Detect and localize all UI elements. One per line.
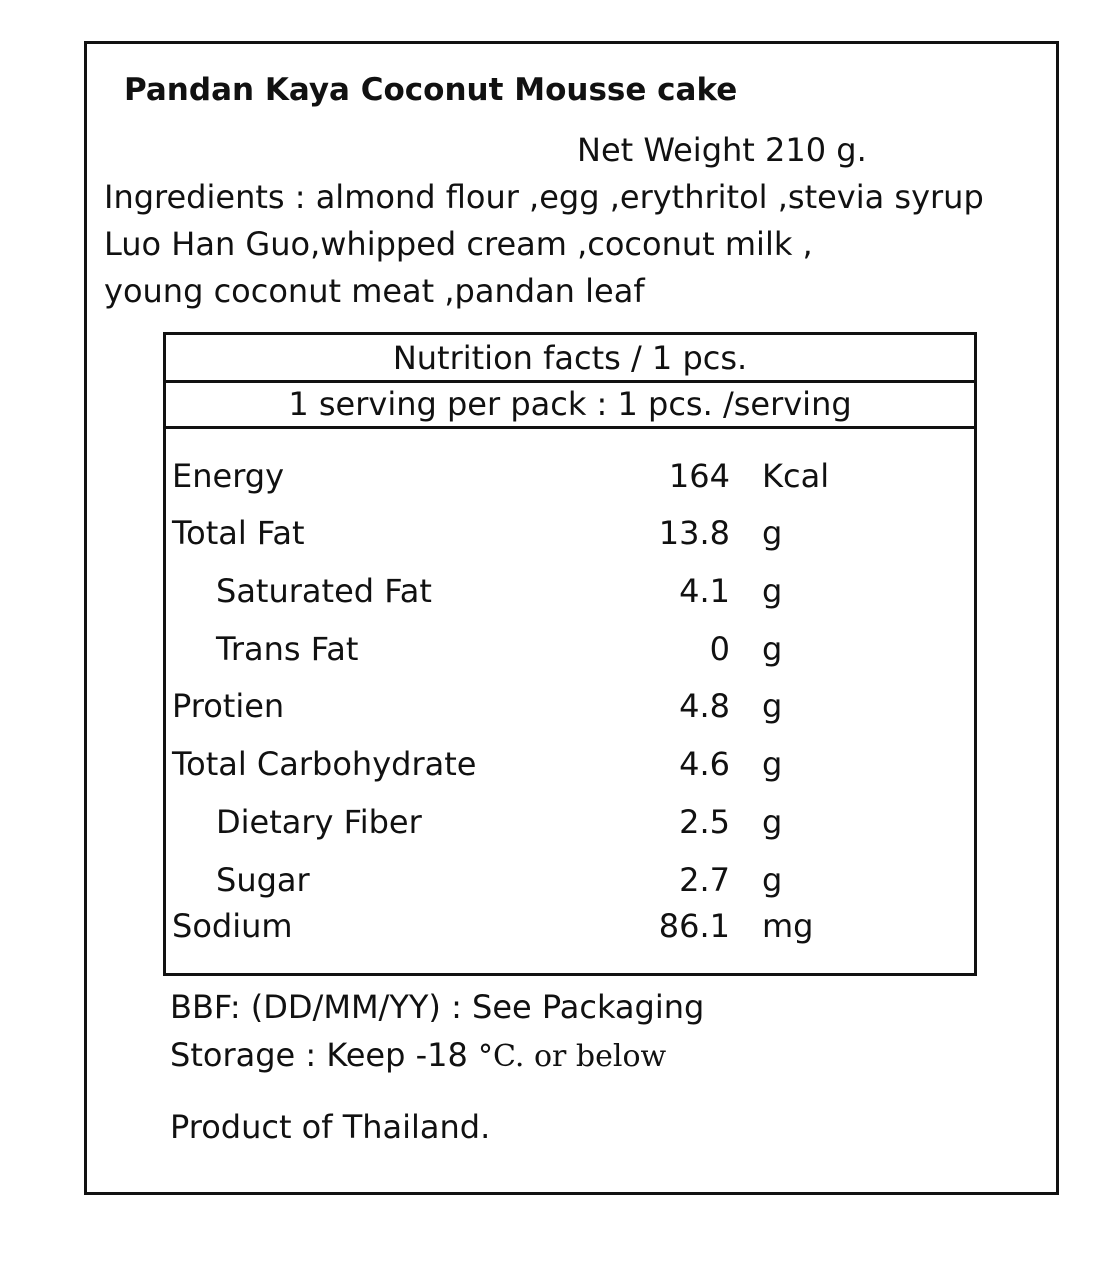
nutrient-unit: g <box>762 861 783 899</box>
divider <box>166 426 974 429</box>
nutrient-row-dietary-fiber <box>166 803 974 847</box>
nutrient-unit: Kcal <box>762 457 830 495</box>
best-before-note: BBF: (DD/MM/YY) : See Packaging <box>170 988 705 1026</box>
nutrient-name: Energy <box>172 457 285 495</box>
nutrient-name: Saturated Fat <box>216 572 432 610</box>
nutrient-name: Dietary Fiber <box>216 803 422 841</box>
nutrient-unit: mg <box>762 907 814 945</box>
net-weight: Net Weight 210 g. <box>577 131 867 169</box>
storage-prefix: Storage : Keep -18 <box>170 1036 479 1074</box>
nutrient-value: 2.5 <box>679 803 730 841</box>
nutrient-unit: g <box>762 514 783 552</box>
nutrient-value: 2.7 <box>679 861 730 899</box>
nutrient-value: 4.8 <box>679 687 730 725</box>
serving-info: 1 serving per pack : 1 pcs. /serving <box>288 385 852 423</box>
nutrient-unit: g <box>762 572 783 610</box>
divider <box>166 380 974 383</box>
nutrient-unit: g <box>762 687 783 725</box>
nutrient-value: 0 <box>709 630 730 668</box>
nutrient-name: Total Carbohydrate <box>172 745 477 783</box>
nutrient-unit: g <box>762 745 783 783</box>
nutrient-name: Total Fat <box>172 514 305 552</box>
nutrient-row-trans-fat <box>166 630 974 674</box>
nutrition-facts-table <box>163 332 977 976</box>
nutrient-row-sugar <box>166 861 974 905</box>
nutrient-name: Sugar <box>216 861 310 899</box>
storage-note <box>170 1036 666 1074</box>
nutrient-row-energy <box>166 457 974 501</box>
storage-temperature: °C. or below <box>478 1039 667 1074</box>
nutrient-row-total-carbohydrate <box>166 745 974 789</box>
nutrient-row-sodium <box>166 907 974 951</box>
nutrient-name: Sodium <box>172 907 293 945</box>
nutrient-unit: g <box>762 630 783 668</box>
nutrient-value: 164 <box>668 457 730 495</box>
origin-note: Product of Thailand. <box>170 1108 491 1146</box>
nutrient-value: 4.1 <box>679 572 730 610</box>
nutrient-unit: g <box>762 803 783 841</box>
nutrient-value: 4.6 <box>679 745 730 783</box>
nutrient-row-total-fat <box>166 514 974 558</box>
nutrient-row-saturated-fat <box>166 572 974 616</box>
nutrient-name: Trans Fat <box>216 630 359 668</box>
nutrient-row-protein <box>166 687 974 731</box>
product-title: Pandan Kaya Coconut Mousse cake <box>124 72 738 108</box>
ingredients-line-3: young coconut meat ,pandan leaf <box>104 272 645 310</box>
ingredients-line-2: Luo Han Guo,whipped cream ,coconut milk , <box>104 225 813 263</box>
nutrient-value: 86.1 <box>658 907 730 945</box>
nutrient-name: Protien <box>172 687 285 725</box>
ingredients-line-1: Ingredients : almond flour ,egg ,erythritol ,stevia syrup <box>104 178 984 216</box>
nutrition-facts-header: Nutrition facts / 1 pcs. <box>392 339 748 377</box>
nutrient-value: 13.8 <box>658 514 730 552</box>
